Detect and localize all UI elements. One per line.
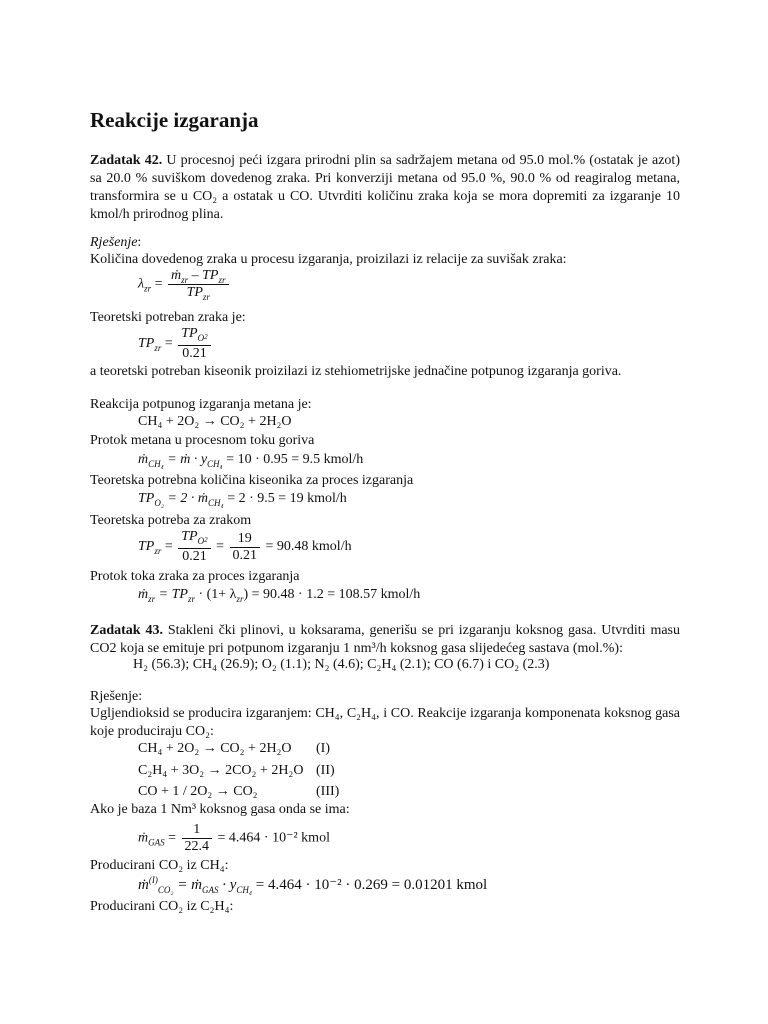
task-42-p6: Teoretska potrebna količina kiseonika za proces izgaranja bbox=[90, 473, 414, 488]
task-43-label: Zadatak 43. bbox=[90, 623, 163, 638]
reaction-2: C₂H₄ + 3O₂ → 2CO₂ + 2H₂O (II) bbox=[138, 763, 335, 778]
task-42-statement bbox=[90, 152, 680, 224]
equation-oxygen-demand: $TP_{O_2} = 2$ · ṁ$_{CH_4}$ = 2 · 9.5 = 19 kmol/h bbox=[138, 491, 347, 508]
equation-methane-combustion: CH₄ + 2O₂ → CO₂ + 2H₂O bbox=[138, 414, 292, 429]
reaction-3: CO + 1 / 2O₂ → CO₂ (III) bbox=[138, 784, 340, 799]
equation-co2-from-ch4: ṁ$^{(I)}_{CO_2}$ = ṁ$_{GAS}$ · $y_{CH_4} = 4.464 \cdot 10^{-2} \cdot 0.269 = 0.01201$ kmol bbox=[138, 875, 488, 895]
task-42-p2: Teoretski potreban zraka je: bbox=[90, 310, 246, 325]
equation-theoretical-air: $TP_{zr}$ = $\frac{TP_O2}{0.21}$ bbox=[138, 326, 213, 362]
task-42-p5: Protok metana u procesnom toku goriva bbox=[90, 433, 315, 448]
gas-composition: H₂ (56.3); CH₄ (26.9); O₂ (1.1); N₂ (4.6); C₂H₄ (2.1); CO (6.7) i CO₂ (2.3) bbox=[133, 657, 550, 672]
task-42-p7: Teoretska potreba za zrakom bbox=[90, 513, 252, 528]
task-43-text: Stakleni čki plinovi, u koksarama, generišu se pri izgaranju koksnog gasa. Utvrditi masu CO2 koja se emituje pri potpunom izgaranju 1 nm³/h koksnog gasa slijedećeg sastava (mol.%): bbox=[90, 623, 680, 656]
task-43-p2: Ako je baza 1 Nm³ koksnog gasa onda se ima: bbox=[90, 802, 350, 817]
reaction-1: CH₄ + 2O₂ → CO₂ + 2H₂O (I) bbox=[138, 741, 330, 756]
equation-methane-flow: ṁ$_{CH_4}$ = ṁ · $y_{CH_4} = 10 \cdot 0.95 = 9.5$ kmol/h bbox=[138, 452, 364, 469]
solution-label: Rješenje bbox=[90, 235, 138, 250]
task-43-statement bbox=[90, 622, 680, 658]
task-42-solution-heading: Rješenje: bbox=[90, 235, 142, 250]
equation-gas-basis: ṁ$_{GAS}$ = $\frac{1}{22.4}$ = 4.464 · 10⁻² kmol bbox=[138, 822, 330, 854]
task-43-solution-heading: Rješenje: bbox=[90, 689, 143, 704]
task-42-p4: Reakcija potpunog izgaranja metana je: bbox=[90, 397, 312, 412]
task-42-label: Zadatak 42. bbox=[90, 153, 163, 168]
page-title: Reakcije izgaranja bbox=[90, 108, 259, 132]
equation-excess-air: $\lambda_{zr}$ = $\frac{ṁ_{zr} - TP_{zr}}{TP_{zr}}$ bbox=[138, 268, 231, 301]
equation-air-flow: ṁ$_{zr}$ = $TP_{zr} \cdot (1+ \lambda_{zr}) = 90.48 \cdot 1.2 = 108.57$ kmol/h bbox=[138, 587, 421, 604]
task-43-p1: Ugljendioksid se producira izgaranjem: CH₄, C₂H₄, i CO. Reakcije izgaranja komponenata koksnog gasa koje produciraju CO₂: bbox=[90, 706, 680, 739]
task-43-p3: Producirani CO₂ iz CH₄: bbox=[90, 858, 229, 873]
task-43-p4: Producirani CO₂ iz C₂H₄: bbox=[90, 899, 234, 914]
task-42-p8: Protok toka zraka za proces izgaranja bbox=[90, 569, 300, 584]
equation-air-demand: $TP_{zr}$ = $\frac{TP_O2}{0.21}$ = $\frac{19}{0.21}$ = 90.48 kmol/h bbox=[138, 529, 352, 564]
task-42-p3: a teoretski potreban kiseonik proizilazi iz stehiometrijske jednačine potpunog izgaranja goriva. bbox=[90, 364, 622, 379]
task-42-text: U procesnoj peći izgara prirodni plin sa sadržajem metana od 95.0 mol.% (ostatak je azot) sa 20.0 % suviškom dovedenog zraka. Pri konverziji metana od 95.0 %, 90.0 % od reagiralog metana, transformira se u CO₂ a ostatak u CO. Utvrditi količinu zraka koja se mora dopremiti za izgaranje 10 kmol/h prirodnog plina. bbox=[90, 153, 680, 222]
task-42-p1: Količina dovedenog zraka u procesu izgaranja, proizilazi iz relacije za suvišak zraka: bbox=[90, 252, 567, 267]
